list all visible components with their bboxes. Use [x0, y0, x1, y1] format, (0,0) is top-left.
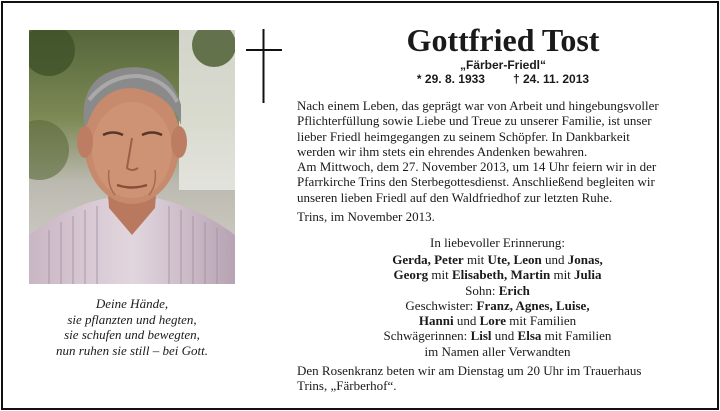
place-date: Trins, im November 2013.	[297, 209, 435, 224]
text-line: lieber Friedl heimgegangen zu seinem Schöpfer. In Dankbarkeit	[297, 128, 630, 144]
life-dates	[303, 72, 703, 86]
poem-line: Deine Hände,	[95, 296, 169, 311]
text-line: Pflichterfüllung sowie Liebe und Treue zu unserer Familie, ist unser	[297, 113, 652, 129]
portrait-illustration	[29, 30, 235, 284]
portrait-photo	[29, 30, 235, 284]
relatives-line: Georg mit Elisabeth, Martin mit Julia	[393, 267, 602, 283]
poem	[29, 296, 235, 358]
cross-icon	[246, 29, 282, 103]
life-paragraph	[297, 98, 698, 159]
text-line: Trins, „Färberhof“.	[297, 378, 397, 394]
poem-line: sie schufen und bewegten,	[64, 327, 200, 342]
nickname: „Färber-Friedl“	[459, 58, 546, 72]
relatives-line: im Namen aller Verwandten	[424, 343, 571, 359]
text-line: werden wir ihm stets ein ehrendes Andenken bewahren.	[297, 143, 588, 159]
text-line: Nach einem Leben, das geprägt war von Arbeit und hingebungsvoller	[297, 98, 659, 113]
relatives-line: Geschwister: Franz, Agnes, Luise,	[405, 297, 590, 313]
death-date: † 24. 11. 2013	[512, 72, 590, 86]
relatives-list	[297, 252, 698, 359]
birth-date: * 29. 8. 1933	[416, 72, 485, 86]
memory-heading: In liebevoller Erinnerung:	[429, 235, 565, 250]
poem-line: sie pflanzten und hegten,	[67, 311, 197, 327]
poem-line: nun ruhen sie still – bei Gott.	[55, 342, 209, 358]
relatives-line: Gerda, Peter mit Ute, Leon und Jonas,	[392, 252, 603, 267]
text-line: Den Rosenkranz beten wir am Dienstag um 20 Uhr im Trauerhaus	[297, 363, 642, 378]
funeral-paragraph	[297, 159, 698, 205]
deceased-name: Gottfried Tost	[406, 22, 600, 58]
relatives-line: Schwägerinnen: Lisl und Elsa mit Familien	[383, 328, 612, 344]
text-line: unseren lieben Friedl auf den Waldfriedhof zur letzten Ruhe.	[297, 189, 613, 205]
relatives-line: Sohn: Erich	[465, 282, 530, 298]
text-line: Am Mittwoch, dem 27. November 2013, um 14 Uhr feiern wir in der	[297, 159, 657, 174]
rosary-paragraph	[297, 363, 698, 394]
obituary-frame	[1, 1, 719, 410]
text-line: Pfarrkirche Trins den Sterbegottesdienst. Anschließend begleiten wir	[297, 174, 655, 190]
relatives-line: Hanni und Lore mit Familien	[418, 313, 577, 329]
